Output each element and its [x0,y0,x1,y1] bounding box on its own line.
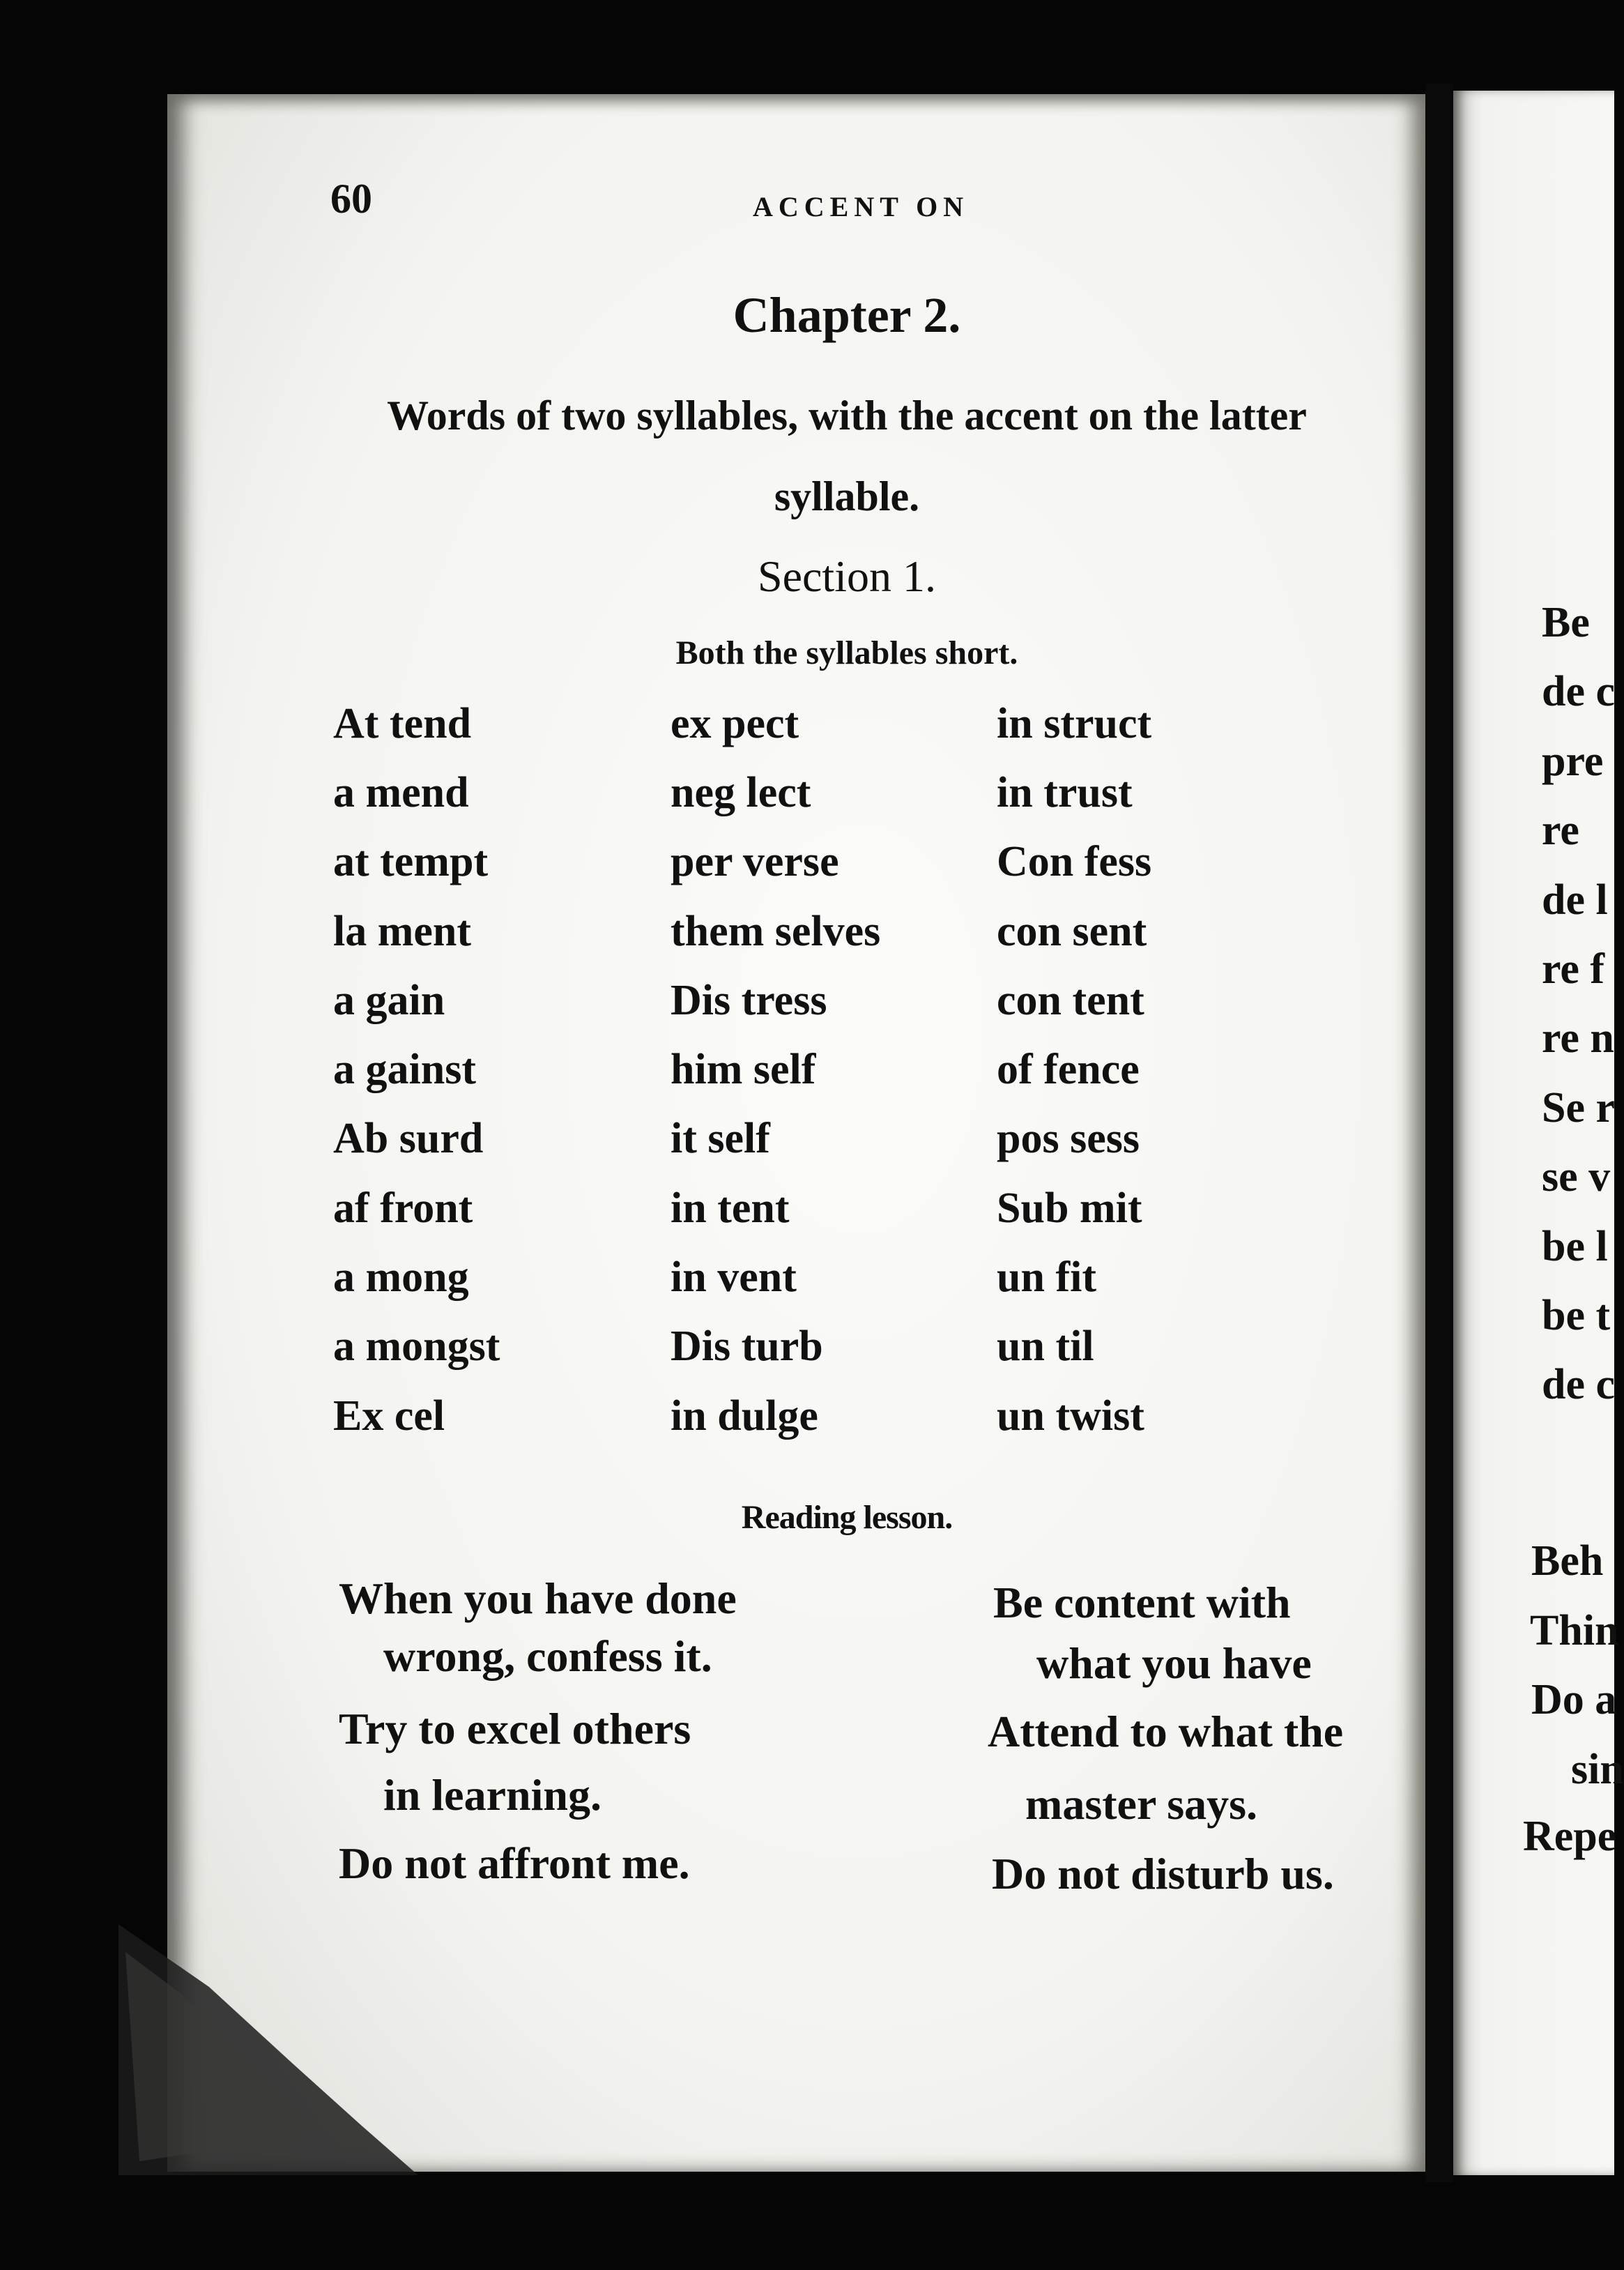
word-col1: a mend [333,768,469,816]
facing-fragment: re f [1542,945,1605,993]
word-col1: Ab surd [333,1115,484,1163]
facing-fragment: de c [1542,1361,1616,1409]
lesson-right-line: Attend to what the [988,1707,1344,1756]
facing-fragment: Be [1542,599,1590,646]
word-col2: them selves [671,907,881,955]
word-col1: at tempt [333,838,489,886]
word-col1: a gain [333,976,445,1024]
word-col1: a mong [333,1254,469,1302]
lesson-right-line: Be content with [993,1578,1291,1627]
word-col1: Ex cel [333,1392,445,1440]
word-col2: Dis tress [671,976,827,1024]
word-col3: con tent [997,976,1144,1024]
word-col2: ex pect [671,699,799,747]
word-col2: per verse [671,838,839,886]
facing-fragment: re [1542,807,1579,855]
chapter-title: Chapter 2. [733,287,961,343]
word-col3: Sub mit [997,1184,1142,1232]
facing-fragment: se v [1542,1153,1611,1201]
facing-fragment: be l [1542,1222,1608,1270]
left-page [167,94,1425,2172]
facing-word-fragments [1542,597,1615,1429]
word-col2: in tent [671,1184,790,1232]
facing-lesson-fragment: Thin [1530,1607,1619,1654]
word-col3: un til [997,1323,1094,1371]
facing-fragment: de c [1542,668,1616,716]
word-col3: con sent [997,907,1147,955]
page-number: 60 [330,176,372,222]
facing-page [1453,91,1624,2175]
facing-lesson-fragment: sin [1571,1746,1624,1793]
lesson-right-line: what you have [1036,1638,1312,1688]
word-col2: Dis turb [671,1323,823,1371]
lesson-left-line: When you have done [339,1574,737,1623]
reading-lesson-heading: Reading lesson. [741,1499,953,1536]
lesson-right-line: master says. [1025,1779,1257,1829]
facing-lesson-fragment: Beh [1531,1537,1604,1585]
section-title: Section 1. [758,551,936,601]
chapter-description-line1: Words of two syllables, with the accent on the latter [387,393,1307,439]
chapter-description-line2: syllable. [774,473,920,519]
word-col3: in trust [997,768,1133,816]
word-col2: in vent [671,1254,797,1302]
section-subheading: Both the syllables short. [675,634,1018,671]
word-col1: a gainst [333,1046,476,1094]
facing-fragment: re n [1542,1014,1614,1062]
word-col2: neg lect [671,768,811,816]
facing-fragment: Se r [1542,1083,1616,1132]
facing-fragment: be t [1542,1291,1611,1339]
word-col2: in dulge [671,1392,818,1440]
facing-lesson-fragment: Repe [1523,1813,1617,1860]
facing-fragment: pre [1542,737,1604,785]
word-col2: it self [671,1115,770,1163]
lesson-left-line: Do not affront me. [339,1838,690,1888]
lesson-left-line: wrong, confess it. [383,1631,712,1681]
word-col2: him self [671,1046,816,1094]
facing-fragment: de l [1542,876,1608,924]
word-col3: Con fess [997,838,1152,886]
word-list [333,689,1289,1450]
lesson-left-line: Try to excel others [339,1704,691,1753]
word-col3: of fence [997,1046,1140,1094]
word-col3: in struct [997,699,1152,747]
word-col3: pos sess [997,1115,1140,1163]
word-col1: la ment [333,907,472,955]
word-col1: af front [333,1184,473,1232]
word-col3: un fit [997,1254,1096,1302]
word-col1: a mongst [333,1323,500,1371]
word-col1: At tend [333,699,472,747]
lesson-left-line: in learning. [383,1770,602,1820]
lesson-right-line: Do not disturb us. [992,1849,1334,1898]
facing-lesson-fragment: Do a [1531,1676,1617,1723]
running-head: ACCENT ON [753,191,970,222]
word-col3: un twist [997,1392,1144,1440]
